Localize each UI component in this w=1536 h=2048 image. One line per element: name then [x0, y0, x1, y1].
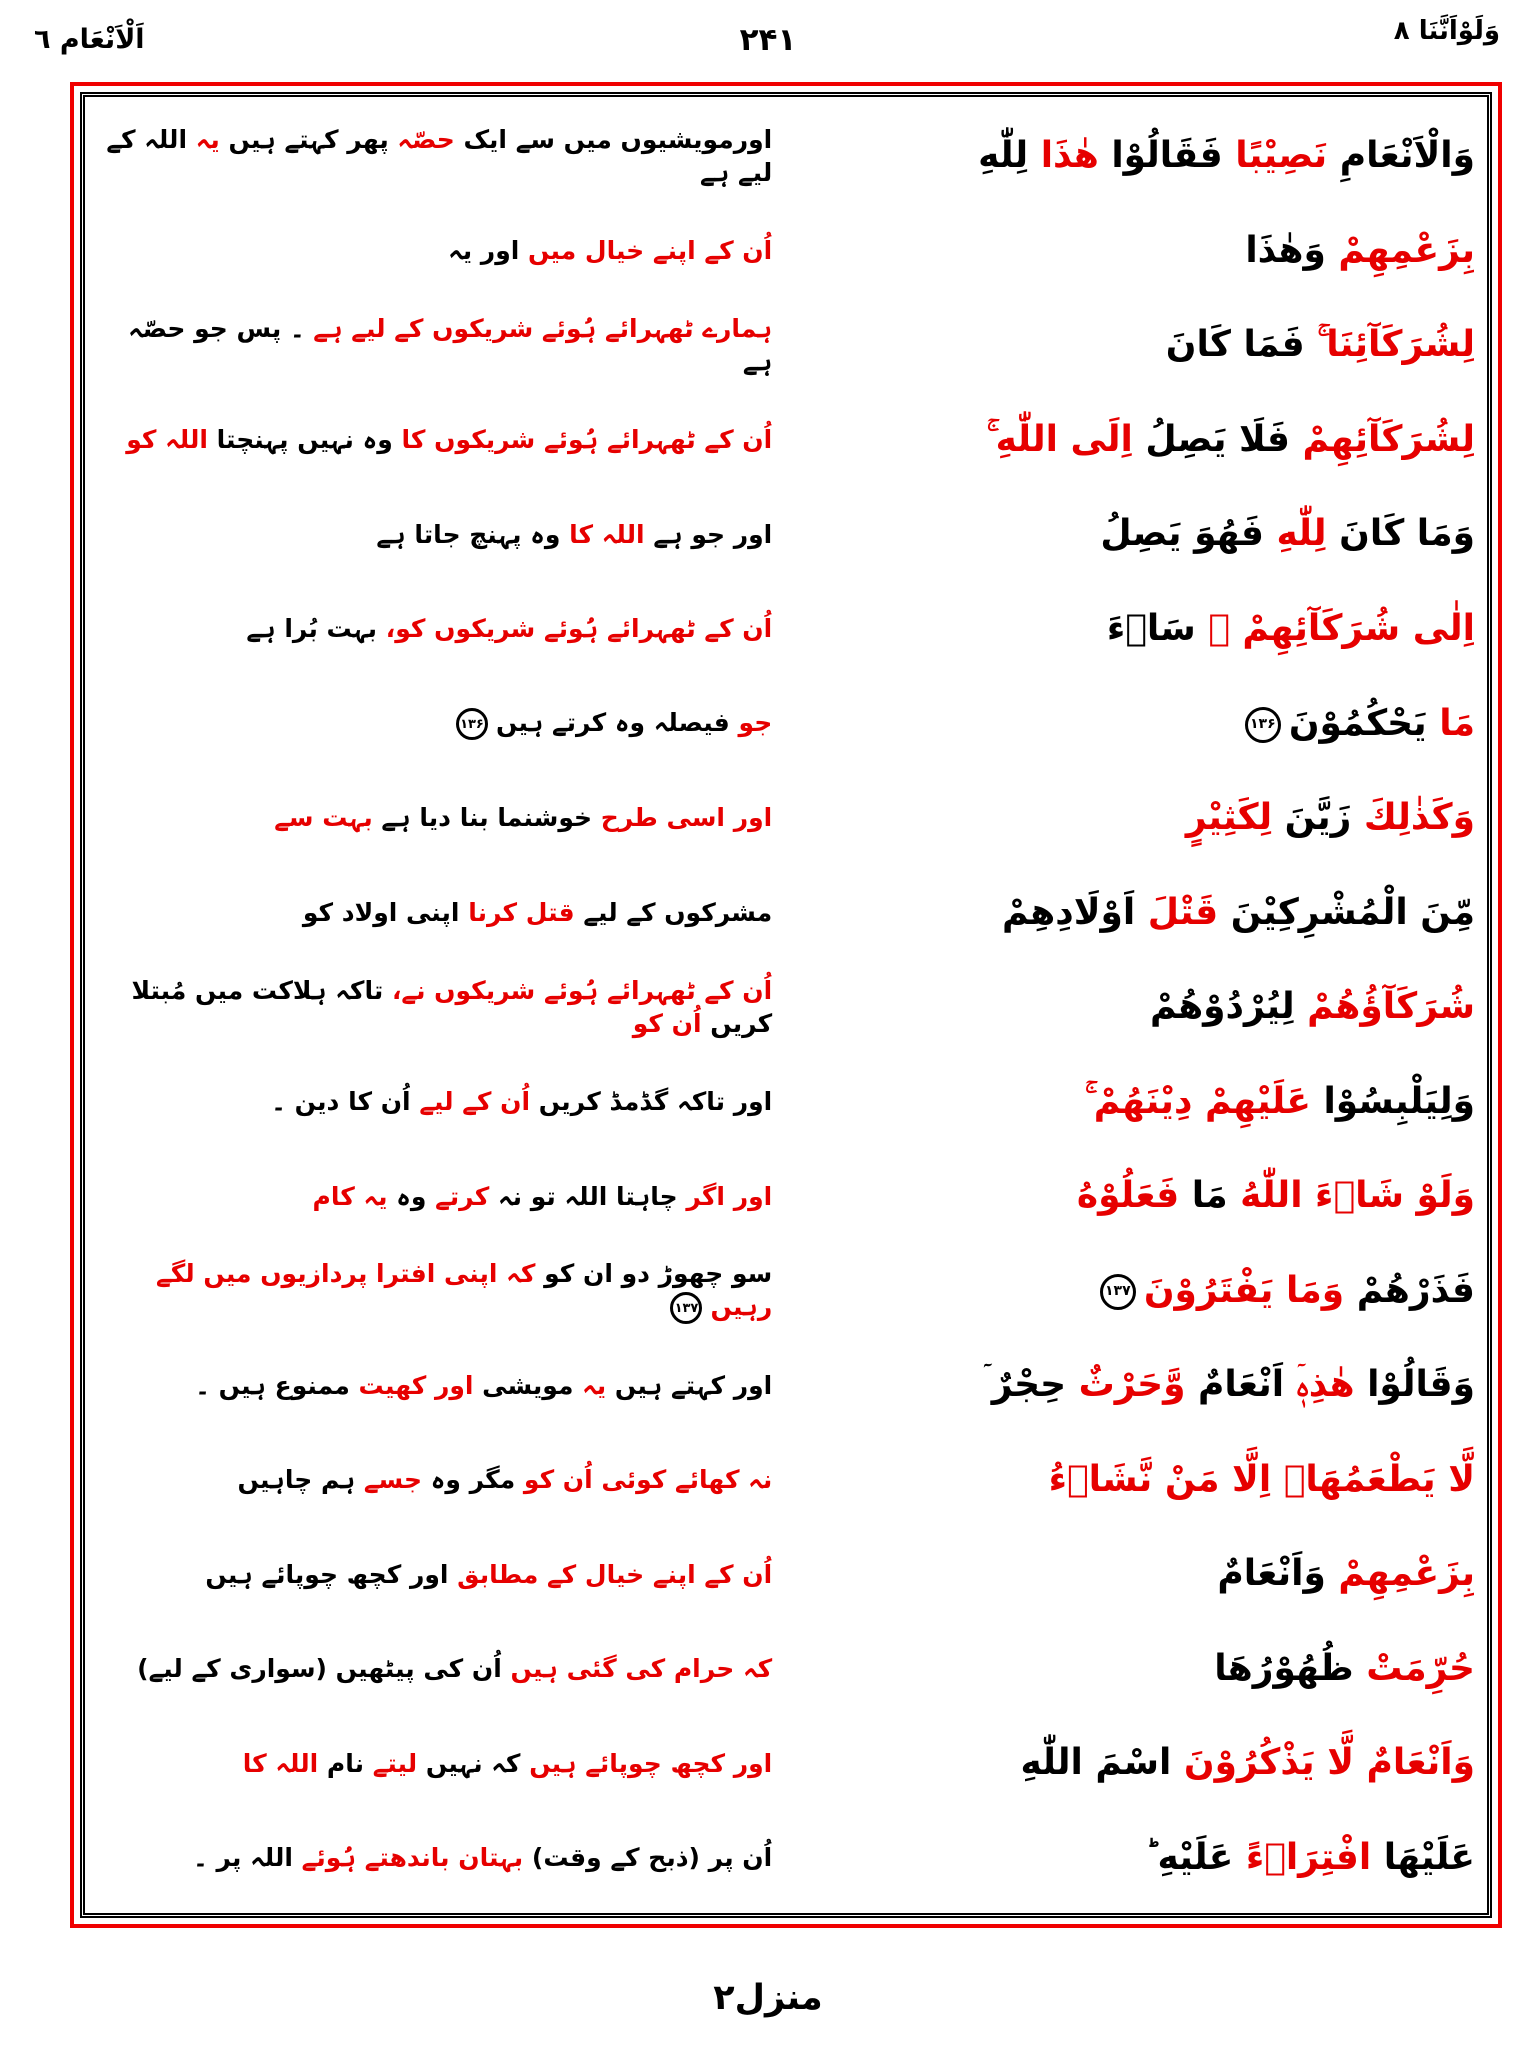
highlighted-text-segment: اور اسی طرح [592, 803, 773, 833]
urdu-translation-line [97, 974, 772, 1040]
arabic-verse-line [772, 1836, 1475, 1880]
text-segment: مشرکوں کے لیے [574, 898, 773, 928]
surah-name: اَلْاَنْعَام ٦ [34, 24, 145, 55]
urdu-translation-line [97, 612, 772, 645]
urdu-translation-line [97, 1463, 772, 1496]
arabic-verse-line [772, 323, 1475, 367]
arabic-verse-line [772, 1458, 1475, 1502]
text-segment: عَلَيْهَا [1371, 1836, 1475, 1878]
highlighted-text-segment: اُن کے ٹھہرائے ہُوئے شریکوں نے، [383, 976, 773, 1006]
page-header [0, 14, 1536, 74]
highlighted-text-segment: اُن کے ٹھہرائے ہُوئے شریکوں کا [392, 425, 773, 455]
highlighted-text-segment: فَعَلُوْهُ [1076, 1175, 1180, 1217]
highlighted-text-segment: اُن کے لیے [410, 1087, 531, 1117]
verse-number-marker: ۱۳۶ [1245, 707, 1281, 743]
highlighted-text-segment: وَلَوْ شَاۤءَ اللّٰهُ [1227, 1175, 1475, 1217]
arabic-verse-line [772, 1552, 1475, 1596]
verse-row [97, 298, 1475, 393]
verse-number-marker: ۱۳۷ [1100, 1274, 1136, 1310]
highlighted-text-segment: عَلَيْهِمْ دِيْنَهُمْ ۚ [1084, 1080, 1311, 1122]
verse-row [97, 1811, 1475, 1906]
urdu-translation-line [97, 896, 772, 929]
verse-row [97, 865, 1475, 960]
text-segment: وَالْاَنْعَامِ [1327, 135, 1475, 177]
text-segment: اور یہ [448, 236, 520, 266]
highlighted-text-segment: اِلَى اللّٰهِ ۚ [986, 418, 1133, 460]
text-segment: وہ [387, 1181, 427, 1211]
urdu-translation-line [97, 1747, 772, 1780]
text-segment: اور جو ہے [644, 519, 773, 549]
highlighted-text-segment: اور کچھ چوپائے ہیں [520, 1748, 773, 1778]
arabic-verse-line [772, 607, 1475, 651]
highlighted-text-segment: هٰذَا [1028, 135, 1099, 177]
text-segment: وہ پہنچ جاتا ہے [376, 519, 561, 549]
text-segment: وَمَا كَانَ [1326, 513, 1475, 555]
arabic-verse-line [772, 796, 1475, 840]
text-segment: بہت بُرا ہے [246, 614, 378, 644]
page-frame [70, 82, 1502, 1928]
text-segment: اور تاکہ گڈمڈ کریں [530, 1087, 773, 1117]
highlighted-text-segment: حُرِّمَتْ [1353, 1647, 1475, 1689]
arabic-verse-line [772, 1647, 1475, 1691]
text-segment: فَلَا يَصِلُ [1132, 418, 1290, 460]
manzil-label: منزل۲ [713, 1978, 823, 2018]
text-segment: اسْمَ اللّٰهِ [1020, 1742, 1172, 1784]
verse-row [97, 771, 1475, 866]
highlighted-text-segment: جسے [355, 1465, 423, 1495]
highlighted-text-segment: بِزَعْمِهِمْ [1325, 1553, 1475, 1595]
highlighted-text-segment: ہمارے ٹھہرائے ہُوئے شریکوں کے لیے ہے [304, 314, 773, 344]
urdu-translation-line [97, 1085, 772, 1118]
text-segment: فَمَا كَانَ [1165, 324, 1305, 366]
verse-row [97, 1338, 1475, 1433]
highlighted-text-segment: اُن کے اپنے خیال میں [519, 236, 773, 266]
highlighted-text-segment: نَصِيْبًا [1222, 135, 1328, 177]
text-segment: نام [318, 1748, 364, 1778]
text-segment: وَلِيَلْبِسُوْا [1310, 1080, 1475, 1122]
text-segment: وَاَنْعَامٌ [1217, 1553, 1326, 1595]
highlighted-text-segment: اور کھیت [349, 1370, 474, 1400]
verse-row [97, 1622, 1475, 1717]
urdu-translation-line [97, 706, 772, 740]
verse-row [97, 1054, 1475, 1149]
urdu-translation-line [97, 1558, 772, 1591]
highlighted-text-segment: شُرَكَآؤُهُمْ [1294, 986, 1475, 1028]
text-segment: اُن پر (ذبح کے وقت) [523, 1843, 773, 1873]
arabic-verse-line [772, 891, 1475, 935]
text-segment: ظُهُوْرُهَا [1214, 1647, 1354, 1689]
text-segment: حِجْرٌ ۤ [982, 1364, 1067, 1406]
highlighted-text-segment: هٰذِهٖۤ [1284, 1364, 1355, 1406]
highlighted-text-segment: وَّحَرْثٌ [1066, 1364, 1186, 1406]
urdu-translation-line [97, 518, 772, 551]
text-segment: کہ نہیں [417, 1748, 521, 1778]
highlighted-text-segment: نہ کھائے کوئی اُن کو [515, 1465, 773, 1495]
urdu-translation-line [97, 1369, 772, 1402]
highlighted-text-segment: وَمَا يَفْتَرُوْنَ [1143, 1269, 1345, 1311]
text-segment: اللہ کے لیے ہے [106, 125, 773, 188]
urdu-translation-line [97, 123, 772, 189]
highlighted-text-segment: بہتان باندھتے ہُوئے [292, 1843, 524, 1873]
text-segment: ۔ پس جو حصّہ ہے [128, 314, 773, 377]
text-segment: فَهُوَ يَصِلُ [1100, 513, 1264, 555]
highlighted-text-segment: یہ کام [312, 1181, 388, 1211]
juz-name: وَلَوْاَنَّنَا ۸ [1393, 16, 1500, 46]
highlighted-text-segment: لیتے [363, 1748, 418, 1778]
highlighted-text-segment: اور اگر [677, 1181, 773, 1211]
arabic-verse-line [772, 134, 1475, 178]
highlighted-text-segment: لِشُرَكَآئِنَا ۚ [1304, 324, 1475, 366]
highlighted-text-segment: لِلّٰهِ [1263, 513, 1327, 555]
verse-row [97, 204, 1475, 299]
text-segment: تاکہ ہلاکت میں مُبتلا کریں [131, 976, 773, 1039]
highlighted-text-segment: لِكَثِيْرٍ [1185, 797, 1273, 839]
highlighted-text-segment: یہ [573, 1370, 607, 1400]
highlighted-text-segment: لَّا يَطْعَمُهَاۤ اِلَّا مَنْ نَّشَاۤءُ [1048, 1458, 1475, 1500]
arabic-verse-line [772, 702, 1475, 746]
text-segment: سو چھوڑ دو ان کو [535, 1259, 773, 1289]
highlighted-text-segment: کرتے [426, 1181, 490, 1211]
highlighted-text-segment: اللہ کا [242, 1748, 319, 1778]
text-segment: وَقَالُوْا [1354, 1364, 1475, 1406]
urdu-translation-line [97, 234, 772, 267]
urdu-translation-line [97, 801, 772, 834]
highlighted-text-segment: اُن کو [632, 1009, 702, 1039]
text-segment: سَاۤءَ [1106, 607, 1196, 649]
highlighted-text-segment: مَا [1426, 702, 1475, 744]
verse-row [97, 1527, 1475, 1622]
text-segment: اور کہتے ہیں [606, 1370, 773, 1400]
arabic-verse-line [772, 1363, 1475, 1407]
verse-row [97, 487, 1475, 582]
text-segment: فیصلہ وہ کرتے ہیں [495, 708, 730, 738]
text-segment: مَا [1179, 1175, 1228, 1217]
highlighted-text-segment: قتل کرنا [459, 898, 575, 928]
text-segment: اُن کی پیٹھیں (سواری کے لیے) [137, 1654, 502, 1684]
text-segment: مویشی [473, 1370, 574, 1400]
text-segment: اُن کا دین ۔ [271, 1087, 411, 1117]
text-segment: وَهٰذَا [1245, 229, 1326, 271]
verse-row [97, 1432, 1475, 1527]
verse-row [97, 393, 1475, 488]
verse-row [97, 1716, 1475, 1811]
highlighted-text-segment: اُن کے اپنے خیال کے مطابق [448, 1559, 773, 1589]
verse-row [97, 1243, 1475, 1338]
text-segment: مگر وہ [422, 1465, 516, 1495]
arabic-verse-line [772, 1174, 1475, 1218]
text-segment: اللہ پر ۔ [193, 1843, 293, 1873]
text-segment: اورمویشیوں میں سے ایک [454, 125, 773, 155]
highlighted-text-segment: جو [729, 708, 773, 738]
urdu-translation-line [97, 1180, 772, 1213]
text-segment: زَيَّنَ [1272, 797, 1352, 839]
text-segment: اور کچھ چوپائے ہیں [205, 1559, 449, 1589]
arabic-verse-line [772, 1269, 1475, 1313]
text-segment: اپنی اولاد کو [302, 898, 460, 928]
text-segment: خوشنما بنا دیا ہے [372, 803, 593, 833]
text-segment: عَلَيْهِ ؕ [1144, 1836, 1234, 1878]
highlighted-text-segment: افْتِرَاۤءً [1233, 1836, 1372, 1878]
arabic-verse-line [772, 1080, 1475, 1124]
verse-row [97, 960, 1475, 1055]
text-segment: وہ نہیں پہنچتا [207, 425, 393, 455]
verse-row [97, 109, 1475, 204]
highlighted-text-segment: حصّہ [388, 125, 455, 155]
verse-number-marker: ۱۳۷ [670, 1292, 702, 1324]
urdu-translation-line [97, 1257, 772, 1324]
text-segment: ہم چاہیں [237, 1465, 356, 1495]
text-segment: پھر کہتے ہیں [219, 125, 389, 155]
verse-rows-container [80, 92, 1492, 1918]
text-segment: يَحْكُمُوْنَ [1288, 702, 1427, 744]
text-segment: چاہتا اللہ تو نہ [489, 1181, 678, 1211]
highlighted-text-segment: یہ [187, 125, 220, 155]
verse-row [97, 1149, 1475, 1244]
arabic-verse-line [772, 418, 1475, 462]
highlighted-text-segment: کہ حرام کی گئی ہیں [501, 1654, 773, 1684]
highlighted-text-segment: بہت سے [274, 803, 373, 833]
highlighted-text-segment: اُن کے ٹھہرائے ہُوئے شریکوں کو، [377, 614, 773, 644]
highlighted-text-segment: بِزَعْمِهِمْ [1325, 229, 1475, 271]
verse-number-marker: ۱۳۶ [456, 708, 488, 740]
arabic-verse-line [772, 512, 1475, 556]
urdu-translation-line [97, 312, 772, 378]
highlighted-text-segment: اللہ کا [560, 519, 645, 549]
highlighted-text-segment: وَاَنْعَامٌ لَّا يَذْكُرُوْنَ [1171, 1742, 1475, 1784]
highlighted-text-segment: اِلٰى شُرَكَآئِهِمْ ۗ [1195, 607, 1475, 649]
highlighted-text-segment: کہ اپنی افترا پردازیوں میں لگے رہیں [156, 1259, 773, 1322]
highlighted-text-segment: اللہ کو [126, 425, 208, 455]
highlighted-text-segment: لِشُرَكَآئِهِمْ [1289, 418, 1475, 460]
page-number: ۲۴۱ [739, 22, 797, 58]
text-segment: مِّنَ الْمُشْرِكِيْنَ [1218, 891, 1475, 933]
arabic-verse-line [772, 229, 1475, 273]
text-segment: لِيُرْدُوْهُمْ [1149, 986, 1295, 1028]
highlighted-text-segment: قَتْلَ [1135, 891, 1219, 933]
text-segment: اَوْلَادِهِمْ [1002, 891, 1136, 933]
verse-row [97, 676, 1475, 771]
text-segment: ممنوع ہیں ۔ [195, 1370, 350, 1400]
urdu-translation-line [97, 423, 772, 456]
arabic-verse-line [772, 1741, 1475, 1785]
urdu-translation-line [97, 1652, 772, 1685]
urdu-translation-line [97, 1841, 772, 1874]
text-segment: فَذَرْهُمْ [1344, 1269, 1475, 1311]
text-segment: اَنْعَامٌ [1185, 1364, 1285, 1406]
arabic-verse-line [772, 985, 1475, 1029]
text-segment: لِلّٰهِ [978, 135, 1029, 177]
verse-row [97, 582, 1475, 677]
highlighted-text-segment: وَكَذٰلِكَ [1351, 797, 1475, 839]
text-segment: فَقَالُوْا [1098, 135, 1223, 177]
